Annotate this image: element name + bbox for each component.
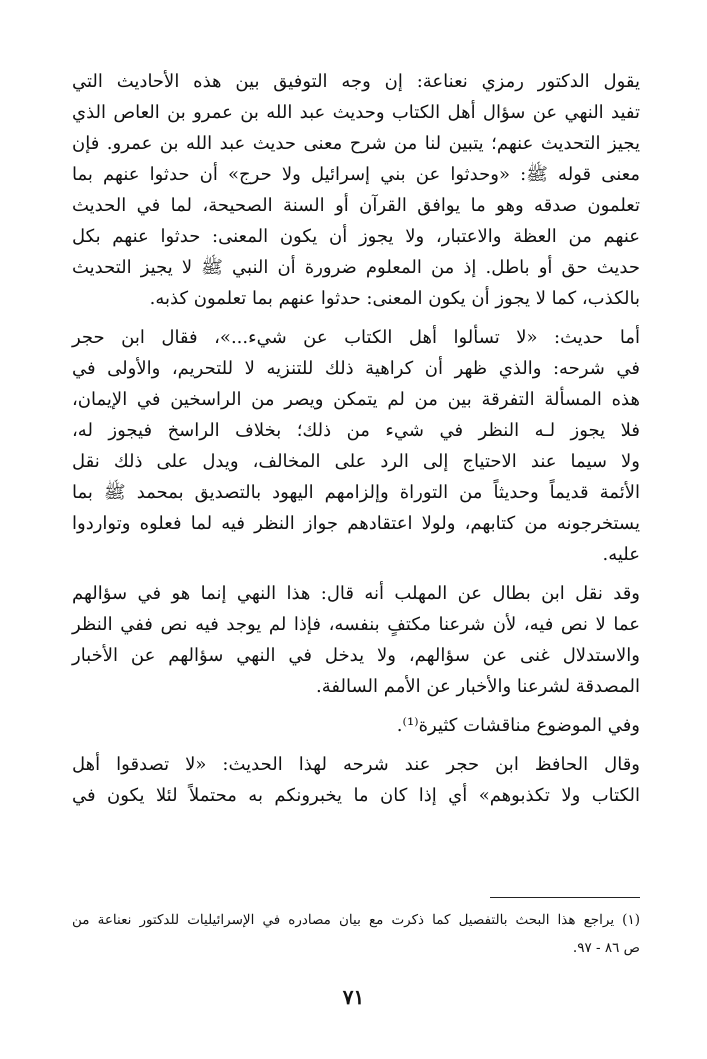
text-line: وقد نقل ابن بطال عن المهلب أنه قال: هذا النهي إنما هو في سؤالهم: [72, 583, 640, 604]
paragraph-1: [72, 66, 640, 314]
text-line: وقال الحافظ ابن حجر عند شرحه لهذا الحديث: «لا تصدقوا أهل: [72, 754, 640, 775]
text-line: بالكذب، كما لا يجوز أن يكون المعنى: حدثوا عنهم بما تعلمون كذبه.: [149, 288, 640, 309]
text-line: يجيز التحديث عنهم؛ يتبين لنا من شرح معنى حديث عبد الله بن عمرو. فإن: [72, 133, 640, 154]
text-line: المصدقة لشرعنا والأخبار عن الأمم السالفة.: [316, 676, 640, 697]
text-line: تفيد النهي عن سؤال أهل الكتاب وحديث عبد الله بن عمرو بن العاص الذي: [72, 102, 640, 123]
text-line: تعلمون صدقه وهو ما يوافق القرآن أو السنة الصحيحة، لما في الحديث: [72, 195, 640, 216]
text-line: عما لا نص فيه، لأن شرعنا مكتفٍ بنفسه، فإذا لم يوجد فيه نص ففي النظر: [72, 614, 640, 635]
text-line: فلا يجوز لـه النظر في شيء من ذلك؛ بخلاف الراسخ فيجوز له،: [72, 420, 640, 441]
text-line: والاستدلال غنى عن سؤالهم، ولا يدخل في النهي سؤالهم عن الأخبار: [72, 645, 640, 666]
text-line: عنهم من العظة والاعتبار، ولا يجوز أن يكون المعنى: حدثوا عنهم بكل: [72, 226, 640, 247]
text-line: حديث حق أو باطل. إذ من المعلوم ضرورة أن النبي ﷺ لا يجيز التحديث: [72, 257, 640, 278]
text-line: ولا سيما عند الاحتياج إلى الرد على المخالف، ويدل على ذلك نقل: [72, 451, 640, 472]
paragraph-4: [72, 710, 640, 741]
page-number: ٧١: [342, 985, 365, 1009]
text-line: يقول الدكتور رمزي نعناعة: إن وجه التوفيق بين هذه الأحاديث التي: [72, 71, 640, 92]
paragraph-5: [72, 749, 640, 811]
text-line: عليه.: [602, 544, 640, 565]
footnote: [72, 906, 640, 962]
text-line: يستخرجونه من كتابهم، ولولا اعتقادهم جواز النظر فيه لما فعلوه وتواردوا: [72, 513, 640, 534]
text-line: أما حديث: «لا تسألوا أهل الكتاب عن شيء...»، فقال ابن حجر: [72, 327, 640, 348]
main-text: [72, 66, 640, 811]
paragraph-3: [72, 578, 640, 702]
paragraph-2: [72, 322, 640, 570]
text-line: الكتاب ولا تكذبوهم» أي إذا كان ما يخبرونكم به محتملاً لئلا يكون في: [72, 785, 640, 806]
text-line: الأئمة قديماً وحديثاً من التوراة وإلزامهم اليهود بالتصديق بمحمد ﷺ بما: [72, 482, 640, 503]
text-line: في شرحه: والذي ظهر أن كراهية ذلك للتنزيه لا للتحريم، والأولى في: [72, 358, 640, 379]
text-line: وفي الموضوع مناقشات كثيرة⁽¹⁾.: [396, 715, 640, 736]
footnote-line: (١) يراجع هذا البحث بالتفصيل كما ذكرت مع بيان مصادره في الإسرائيليات للدكتور نعناعة من: [72, 912, 640, 928]
footnote-separator: [490, 897, 640, 898]
footnote-line: ص ٨٦ - ٩٧.: [572, 940, 640, 956]
text-line: معنى قوله ﷺ: «وحدثوا عن بني إسرائيل ولا حرج» أن حدثوا عنهم بما: [72, 164, 640, 185]
text-line: هذه المسألة التفرقة بين من لم يتمكن ويصر من الراسخين في الإيمان،: [72, 389, 640, 410]
